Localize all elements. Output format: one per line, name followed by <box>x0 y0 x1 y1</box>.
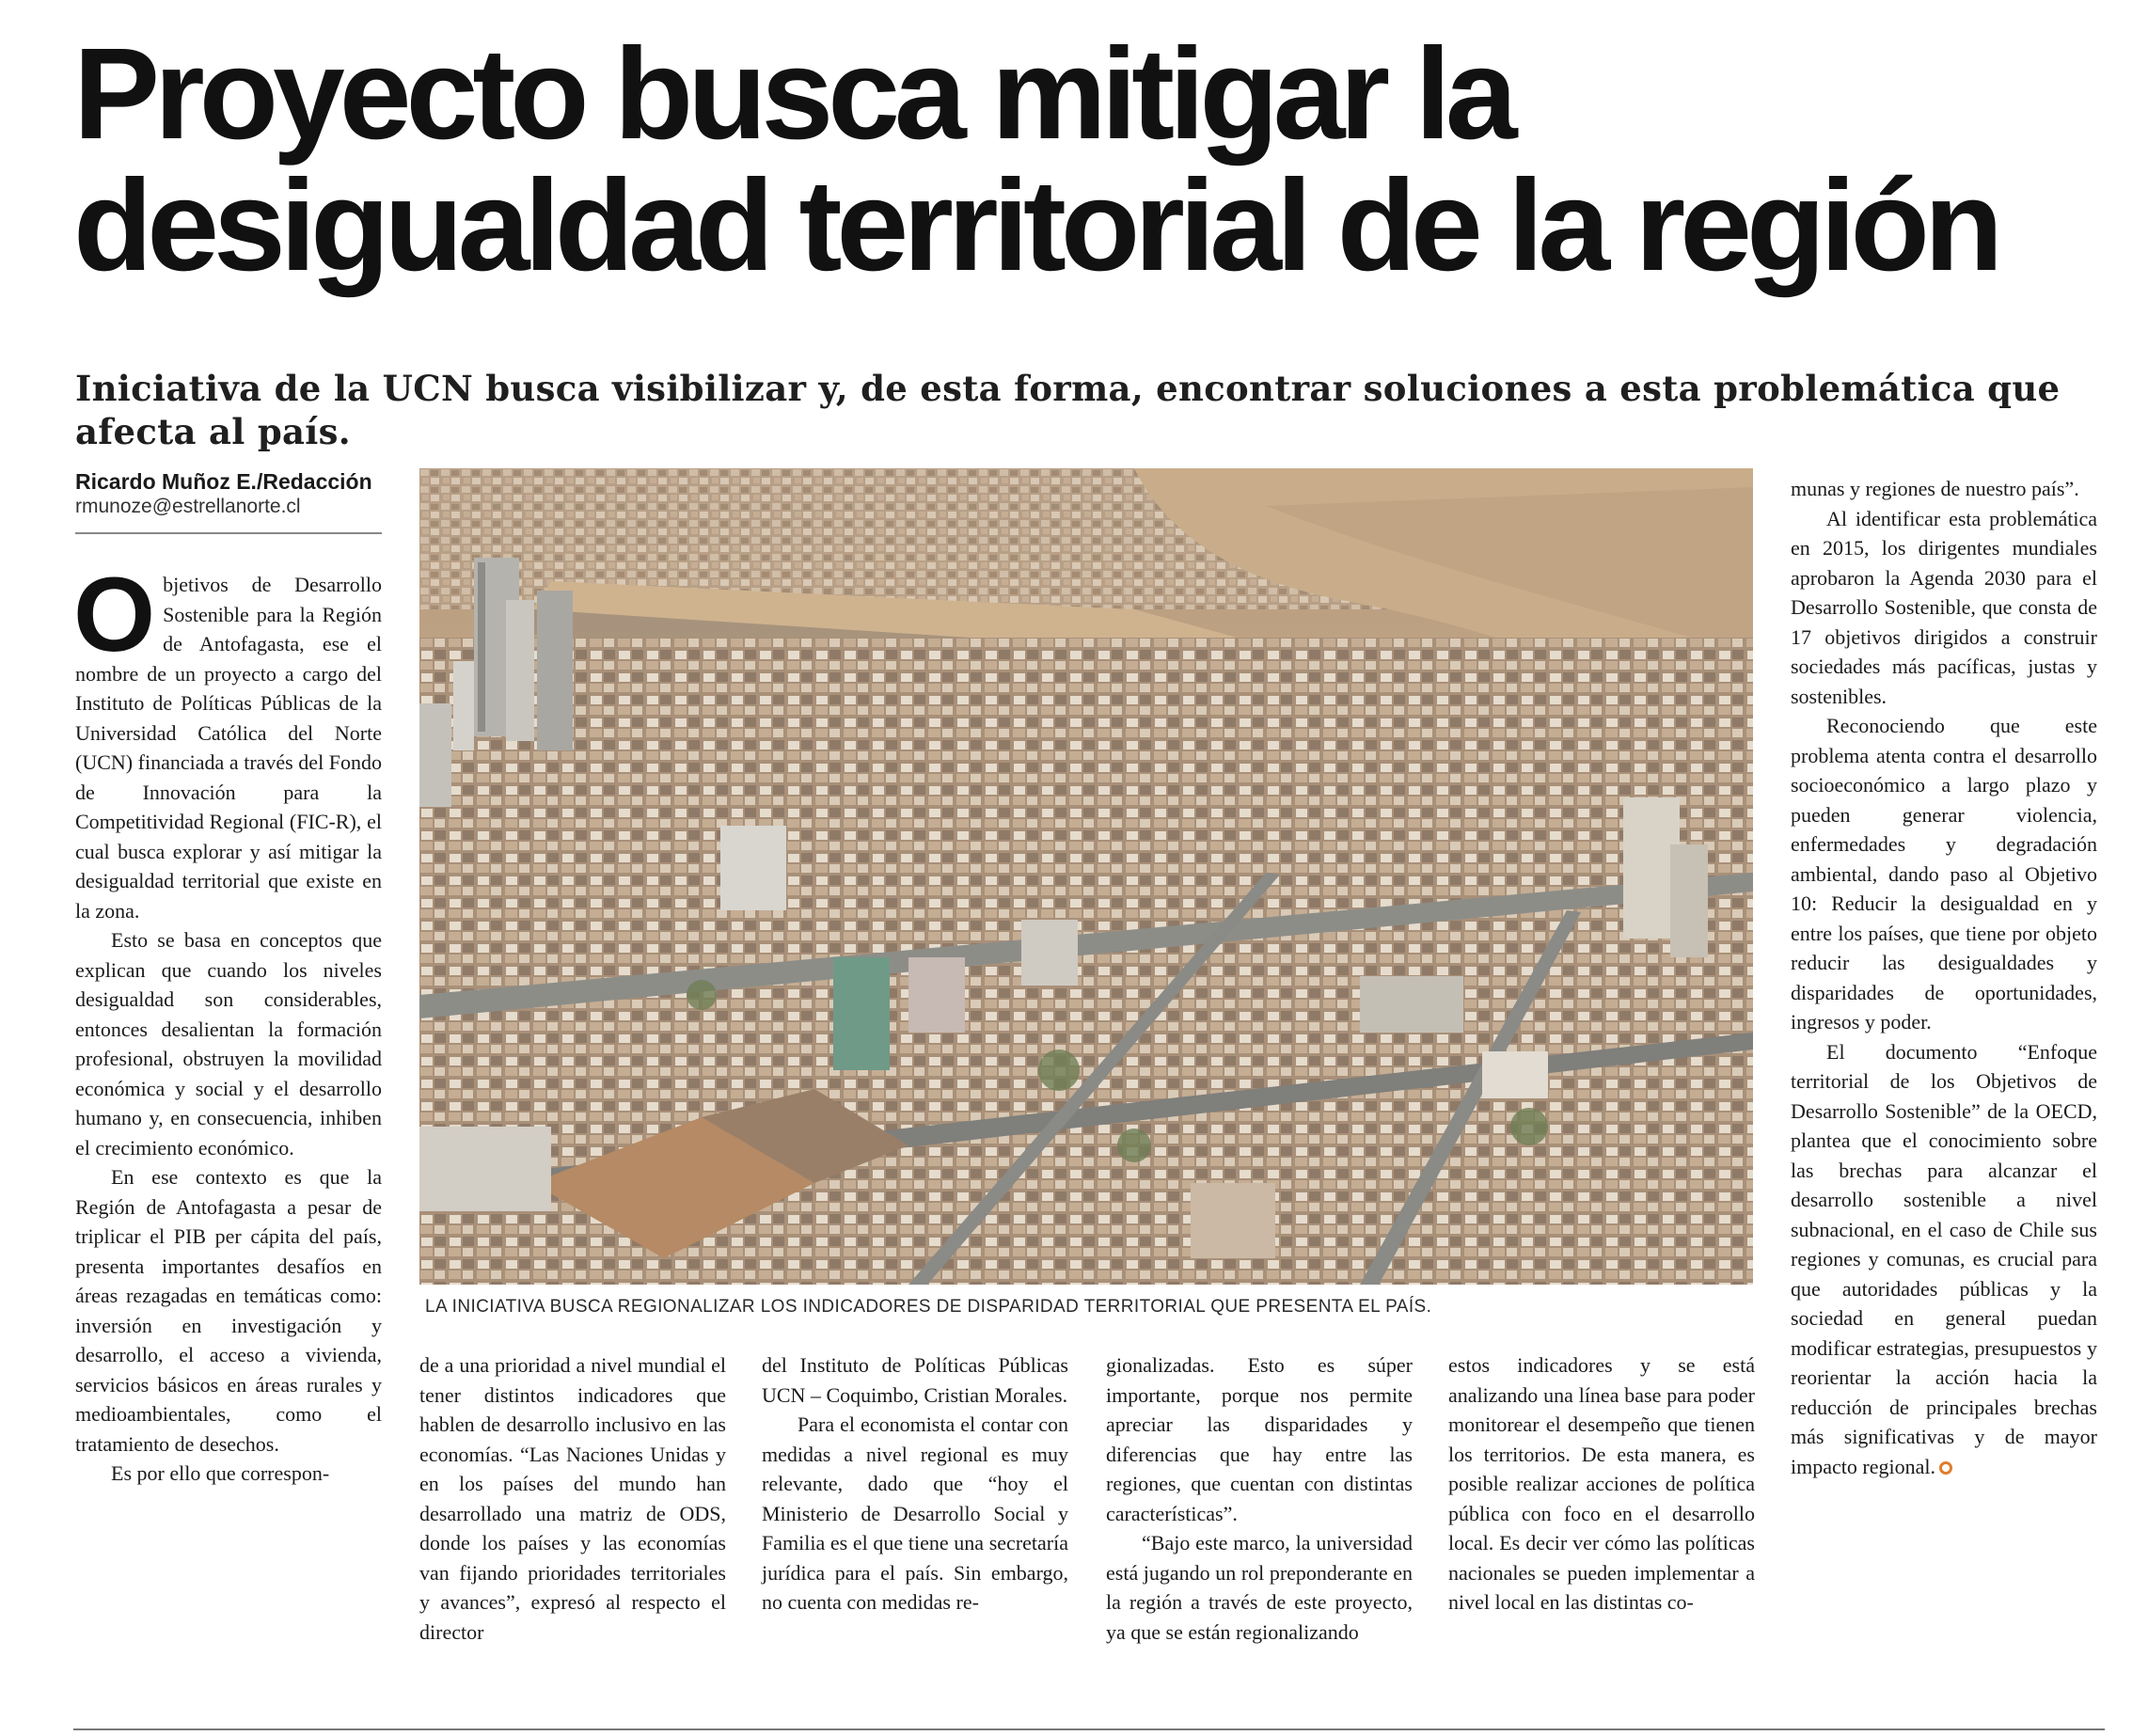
drop-cap: O <box>73 556 156 673</box>
headline <box>73 22 2105 298</box>
byline <box>75 468 386 534</box>
article-column-2 <box>419 1350 726 1647</box>
aerial-city-photo <box>419 468 1753 1285</box>
aerial-city-illustration <box>419 468 1753 1285</box>
article-column-6 <box>1791 474 2097 1481</box>
paragraph-2: Esto se basa en conceptos que explican que cuando los niveles desigualdad son considerables, entonces desalientan la formación profesional, obstruyen la movilidad económica y social y el desarrollo humano y, en consecuencia, inhiben el crecimiento económico. <box>75 928 382 1160</box>
paragraph-1 <box>73 556 382 925</box>
article-column-5 <box>1448 1350 1755 1618</box>
paragraph-1: de a una prioridad a nivel mundial el tener distintos indicadores que hablen de desarrollo inclusivo en las economías. “Las Naciones Unidas y en los países del mundo han desarrollado una matriz de ODS, donde los países y las economías van fijando prioridades territoriales y avances”, expresó al respecto el director <box>419 1353 726 1644</box>
byline-divider <box>75 532 382 534</box>
paragraph-1: estos indicadores y se está analizando una línea base para poder monitorear el desempeño que tienen los territorios. De esta manera, es posible realizar acciones de política pública con foco en el desarrollo local. Es decir ver cómo las políticas nacionales se pueden implementar a nivel local en las distintas co- <box>1448 1353 1755 1614</box>
page-bottom-divider <box>73 1728 2105 1730</box>
paragraph-1: del Instituto de Políticas Públicas UCN – Coquimbo, Cristian Morales. <box>762 1353 1068 1407</box>
headline-line-2: desigualdad territorial de la región <box>73 153 1998 298</box>
paragraph-1-text: bjetivos de Desarrollo Sostenible para la Región de Antofagasta, ese el nombre de un proyecto a cargo del Instituto de Políticas Públicas de la Universidad Católica del Norte (UCN) financiada a través del Fondo de Innovación para la Competitividad Regional (FIC-R), el cual busca explorar y así mitigar la desigualdad territorial que existe en la zona. <box>75 573 382 923</box>
paragraph-1: munas y regiones de nuestro país”. <box>1791 477 2079 500</box>
paragraph-4 <box>1791 1037 2097 1482</box>
paragraph-1: gionalizadas. Esto es súper importante, porque nos permite apreciar las disparidades y diferencias que hay entre las regiones, que cuentan con distintas características”. <box>1106 1353 1413 1525</box>
paragraph-4: Es por ello que correspon- <box>111 1461 330 1485</box>
paragraph-2: Al identificar esta problemática en 2015, los dirigentes mundiales aprobaron la Agenda 2030 para el Desarrollo Sostenible, que consta de 17 objetivos dirigidos a construir sociedades más pacíficas, justas y sostenibles. <box>1791 506 2097 708</box>
article-column-3 <box>762 1350 1068 1618</box>
byline-author: Ricardo Muñoz E./Redacción <box>75 469 372 494</box>
paragraph-3: Reconociendo que este problema atenta contra el desarrollo socioeconómico a largo plazo y pueden generar violencia, enfermedades y degradación ambiental, dando paso al Objetivo 10: Reducir la desigualdad en y entre los países, que tiene por objeto reducir las desigualdades y disparidades de oportunidades, ingresos y poder. <box>1791 714 2097 1034</box>
paragraph-3: En ese contexto es que la Región de Antofagasta a pesar de triplicar el PIB per cápita del país, presenta importantes desafíos en áreas rezagadas en temáticas como: inversión en investigación y desarrollo, el acceso a vivienda, servicios básicos en áreas rurales y medioambientales, como el tratamiento de desechos. <box>75 1165 382 1456</box>
article-column-1 <box>73 556 382 1489</box>
subheadline: Iniciativa de la UCN busca visibilizar y, de esta forma, encontrar soluciones a esta problemática que afecta al país. <box>75 368 2061 452</box>
photo-caption: LA INICIATIVA BUSCA REGIONALIZAR LOS INDICADORES DE DISPARIDAD TERRITORIAL QUE PRESENTA EL PAÍS. <box>425 1297 1432 1317</box>
article-column-4 <box>1106 1350 1413 1647</box>
headline-line-1: Proyecto busca mitigar la <box>73 22 1512 166</box>
paragraph-2: “Bajo este marco, la universidad está jugando un rol preponderante en la región a través de este proyecto, ya que se están regionalizando <box>1106 1531 1413 1644</box>
paragraph-2: Para el economista el contar con medidas a nivel regional es muy relevante, dado que “hoy el Ministerio de Desarrollo Social y Familia es el que tiene una secretaría jurídica para el país. Sin embargo, no cuenta con medidas re- <box>762 1412 1068 1614</box>
paragraph-4-text: El documento “Enfoque territorial de los Objetivos de Desarrollo Sostenible” de la OECD, plantea que el conocimiento sobre las brechas para alcanzar el desarrollo sostenible a nivel subnacional, en el caso de Chile sus regiones y comunas, es crucial para que autoridades públicas y la sociedad en general puedan modificar estrategias, presupuestos y reorientar la acción hacia la reducción de principales brechas más significativas y de mayor impacto regional. <box>1791 1039 2097 1478</box>
end-of-article-icon <box>1939 1461 1952 1475</box>
byline-email: rmunoze@estrellanorte.cl <box>75 496 301 517</box>
